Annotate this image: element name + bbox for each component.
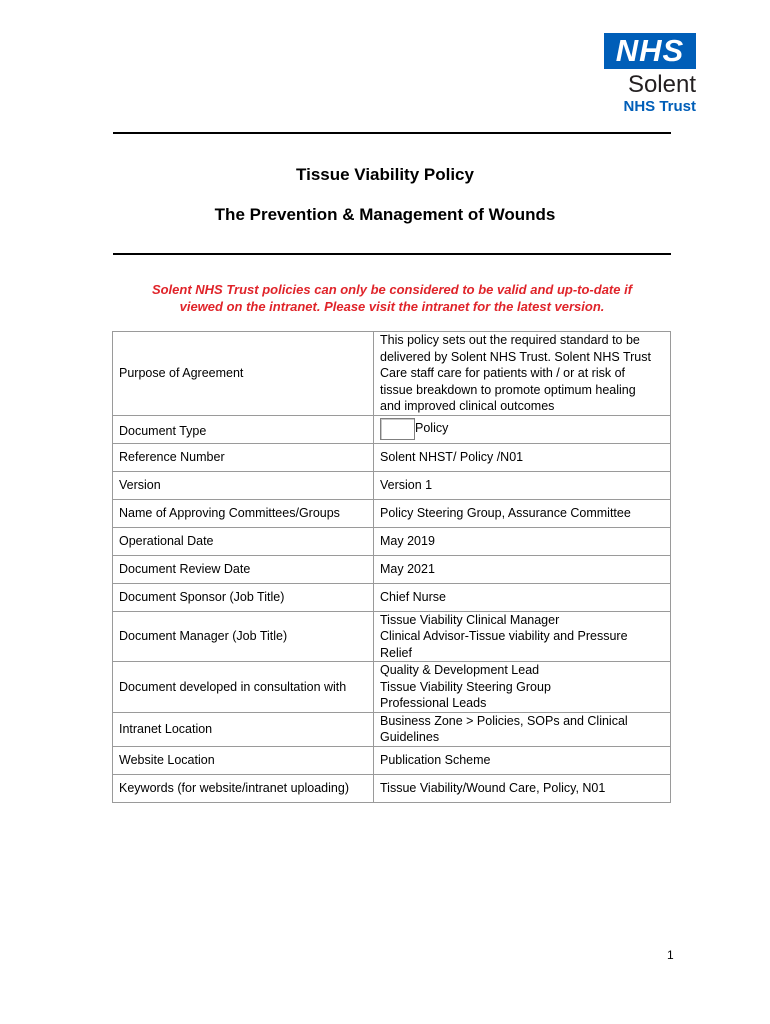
nhs-solent-logo [604,33,696,115]
row-label: Document Type [113,415,374,443]
table-row [113,555,671,583]
row-value: This policy sets out the required standard to be delivered by Solent NHS Trust. Solent NHS Trust Care staff care for patients with / or at risk of tissue breakdown to promote optimum healing and improved clinical outcomes [374,332,671,416]
row-label: Reference Number [113,443,374,471]
table-row [113,712,671,746]
row-value: Business Zone > Policies, SOPs and Clinical Guidelines [374,712,671,746]
row-value: Chief Nurse [374,583,671,611]
nhs-logo-mark: NHS [604,33,696,69]
table-row [113,471,671,499]
bottom-divider [113,253,671,255]
row-label: Document developed in consultation with [113,662,374,713]
warning-line: viewed on the intranet. Please visit the intranet for the latest version. [179,299,605,314]
table-row [113,746,671,774]
row-value: Version 1 [374,471,671,499]
document-subtitle: The Prevention & Management of Wounds [214,205,556,224]
table-row [113,443,671,471]
row-label: Operational Date [113,527,374,555]
row-label: Document Sponsor (Job Title) [113,583,374,611]
row-label: Version [113,471,374,499]
table-row [113,662,671,713]
table-row [113,611,671,662]
row-value: Policy [374,415,671,443]
row-value: May 2021 [374,555,671,583]
document-title: Tissue Viability Policy [296,165,474,184]
row-value: Tissue Viability/Wound Care, Policy, N01 [374,774,671,802]
table-row [113,415,671,443]
logo-trust: NHS Trust [623,98,696,115]
document-type-checkbox[interactable] [380,418,415,440]
intranet-warning [113,281,671,315]
table-row [113,332,671,416]
row-value: Solent NHST/ Policy /N01 [374,443,671,471]
warning-line: Solent NHS Trust policies can only be considered to be valid and up-to-date if [151,282,633,297]
row-label: Document Manager (Job Title) [113,611,374,662]
table-row [113,583,671,611]
row-label: Intranet Location [113,712,374,746]
row-value: Quality & Development Lead Tissue Viability Steering Group Professional Leads [374,662,671,713]
row-value: Publication Scheme [374,746,671,774]
row-value: Policy Steering Group, Assurance Committee [374,499,671,527]
table-row [113,527,671,555]
page-number: 1 [667,948,674,962]
row-value: May 2019 [374,527,671,555]
logo-organisation: Solent [627,71,696,98]
row-label: Purpose of Agreement [113,332,374,416]
row-label: Name of Approving Committees/Groups [113,499,374,527]
document-info-table [112,331,671,803]
row-label: Website Location [113,746,374,774]
row-label: Document Review Date [113,555,374,583]
row-value: Tissue Viability Clinical Manager Clinical Advisor-Tissue viability and Pressure Relief [374,611,671,662]
top-divider [113,132,671,134]
row-label: Keywords (for website/intranet uploading) [113,774,374,802]
table-row [113,499,671,527]
table-row [113,774,671,802]
